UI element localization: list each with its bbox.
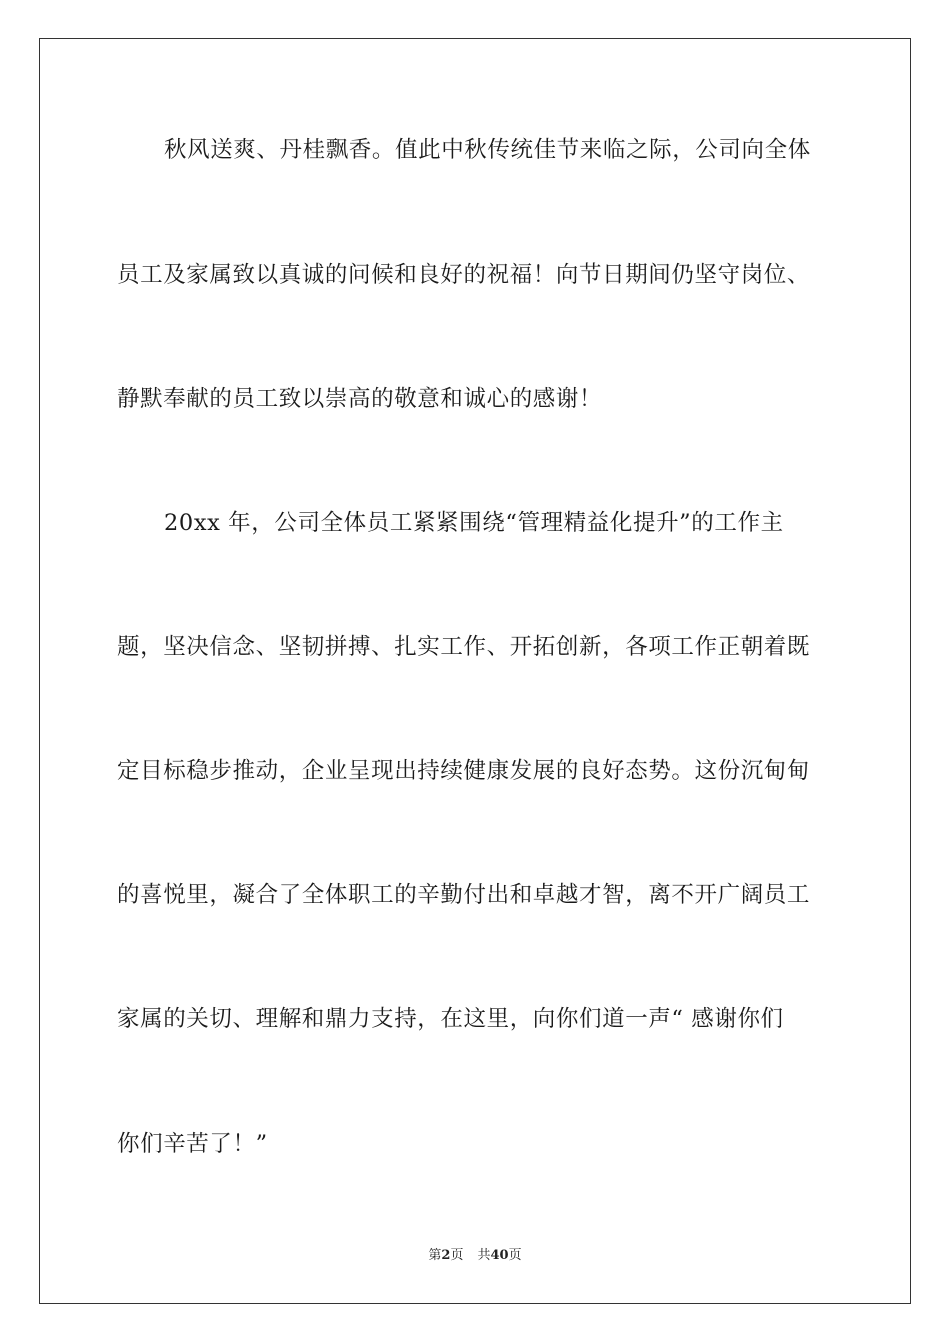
footer-total-pages: 40 bbox=[490, 1248, 509, 1263]
footer-page-prefix: 第 bbox=[428, 1248, 442, 1263]
paragraph-2-line-6: 你们辛苦了！” bbox=[117, 1131, 268, 1157]
paragraph-1-line-3: 静默奉献的员工致以崇高的敬意和诚心的感谢！ bbox=[117, 386, 603, 412]
paragraph-1-line-1: 秋风送爽、丹桂飘香。值此中秋传统佳节来临之际，公司向全体 bbox=[164, 137, 811, 163]
paragraph-2-line-5: 家属的关切、理解和鼎力支持，在这里，向你们道一声“ 感谢你们 bbox=[117, 1006, 784, 1032]
paragraph-2-line-2: 题，坚决信念、坚韧拼搏、扎实工作、开拓创新，各项工作正朝着既 bbox=[117, 634, 811, 660]
footer-total-prefix: 共 bbox=[477, 1248, 491, 1263]
page-footer bbox=[0, 1247, 950, 1265]
footer-page-number: 2 bbox=[441, 1248, 451, 1263]
page-border bbox=[39, 38, 911, 1304]
paragraph-2-line-1: 20xx 年，公司全体员工紧紧围绕“管理精益化提升”的工作主 bbox=[164, 510, 784, 536]
paragraph-1-line-2: 员工及家属致以真诚的问候和良好的祝福！向节日期间仍坚守岗位、 bbox=[117, 262, 811, 288]
footer-total-suffix: 页 bbox=[508, 1248, 522, 1263]
paragraph-2-line-3: 定目标稳步推动，企业呈现出持续健康发展的良好态势。这份沉甸甸 bbox=[117, 758, 811, 784]
footer-page-suffix: 页 bbox=[450, 1248, 464, 1263]
paragraph-2-line-4: 的喜悦里，凝合了全体职工的辛勤付出和卓越才智，离不开广阔员工 bbox=[117, 882, 811, 908]
